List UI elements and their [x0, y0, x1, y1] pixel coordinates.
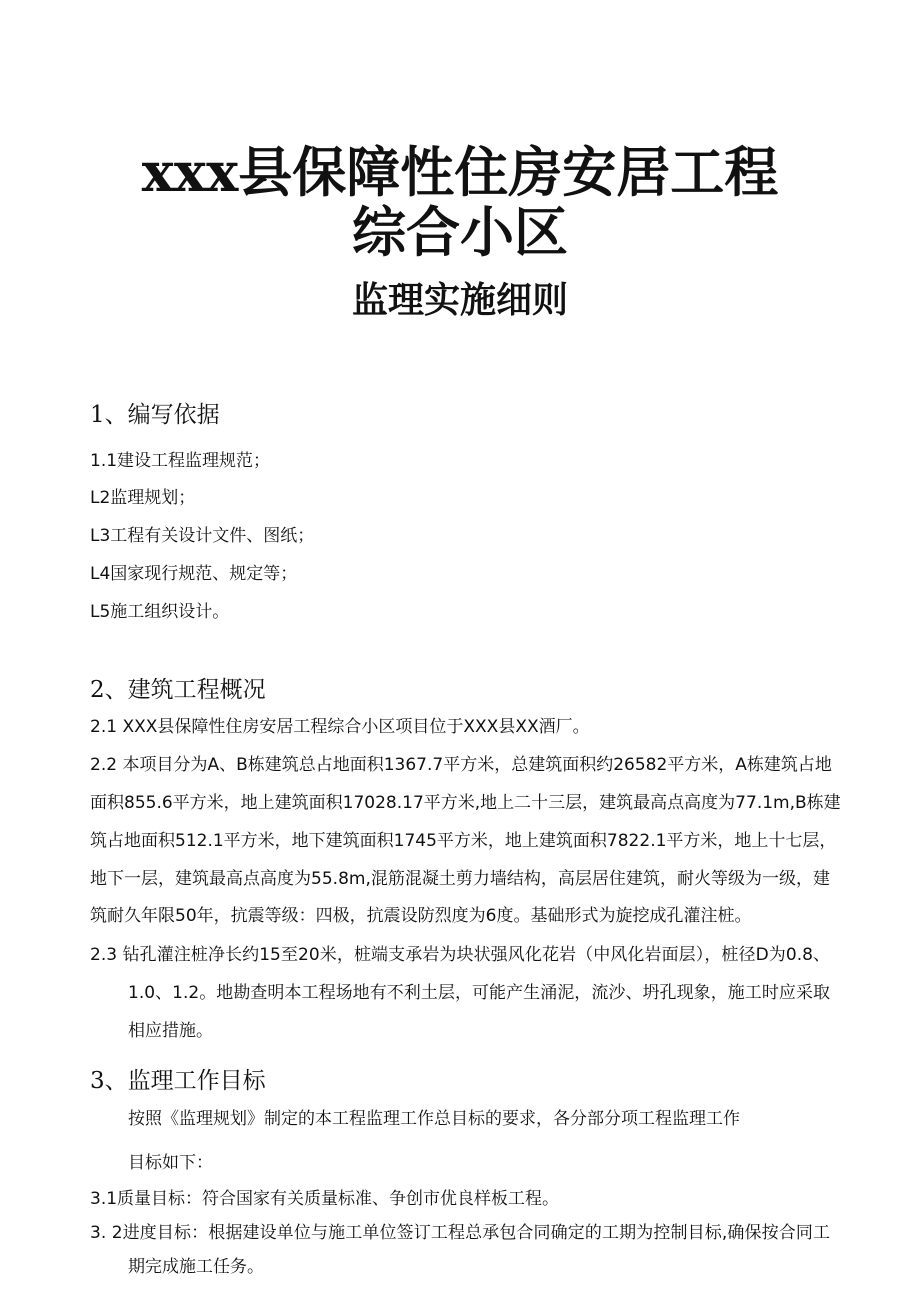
overview-paragraph-2-line: 2.2 本项目分为A、B栋建筑总占地面积1367.7平方米，总建筑面积约26582平方米，A栋建筑占地 [90, 755, 832, 775]
overview-paragraph-3-line: 1.0、1.2。地勘查明本工程场地有不利土层，可能产生涌泥，流沙、坍孔现象，施工时应采取 [128, 983, 830, 1003]
basis-item: 1.1建设工程监理规范； [90, 451, 271, 471]
goals-intro-line: 按照《监理规划》制定的本工程监理工作总目标的要求，各分部分项工程监理工作 [128, 1109, 740, 1129]
overview-paragraph-3-line: 相应措施。 [128, 1021, 213, 1041]
overview-paragraph-3-line: 2.3 钻孔灌注桩净长约15至20米，桩端支承岩为块状强风化花岩（中风化岩面层），桩径D为0.8、 [90, 945, 830, 965]
overview-paragraph-1: 2.1 XXX县保障性住房安居工程综合小区项目位于XXX县XX酒厂。 [90, 717, 590, 737]
goals-intro-line: 目标如下： [128, 1153, 213, 1173]
overview-paragraph-2-line: 筑占地面积512.1平方米，地下建筑面积1745平方米，地上建筑面积7822.1平方米，地上十七层， [90, 831, 837, 851]
basis-item: L3工程有关设计文件、图纸； [90, 526, 315, 546]
overview-paragraph-2-line: 地下一层，建筑最高点高度为55.8m,混筋混凝土剪力墙结构，高层居住建筑，耐火等级为一级，建 [90, 869, 830, 889]
basis-item: L4国家现行规范、规定等； [90, 564, 298, 584]
section-1-heading: 1、编写依据 [90, 402, 220, 428]
document-title-line2: 综合小区 [352, 200, 568, 264]
schedule-goal-line: 3. 2进度目标：根据建设单位与施工单位签订工程总承包合同确定的工期为控制目标,确保按合同工 [90, 1223, 830, 1243]
schedule-goal-line: 期完成施工任务。 [128, 1257, 264, 1277]
document-title-line1: xxx县保障性住房安居工程 [141, 140, 779, 204]
overview-paragraph-2-line: 面积855.6平方米，地上建筑面积17028.17平方米,地上二十三层，建筑最高点高度为77.1m,B栋建 [90, 793, 841, 813]
basis-item: L2监理规划； [90, 488, 196, 508]
basis-item: L5施工组织设计。 [90, 602, 230, 622]
overview-paragraph-2-line: 筑耐久年限50年，抗震等级：四极，抗震设防烈度为6度。基础形式为旋挖成孔灌注桩。 [90, 906, 752, 926]
section-2-heading: 2、建筑工程概况 [90, 677, 266, 703]
section-3-heading: 3、监理工作目标 [90, 1068, 266, 1094]
document-subtitle: 监理实施细则 [351, 279, 568, 321]
quality-goal: 3.1质量目标：符合国家有关质量标准、争创市优良样板工程。 [90, 1189, 560, 1209]
